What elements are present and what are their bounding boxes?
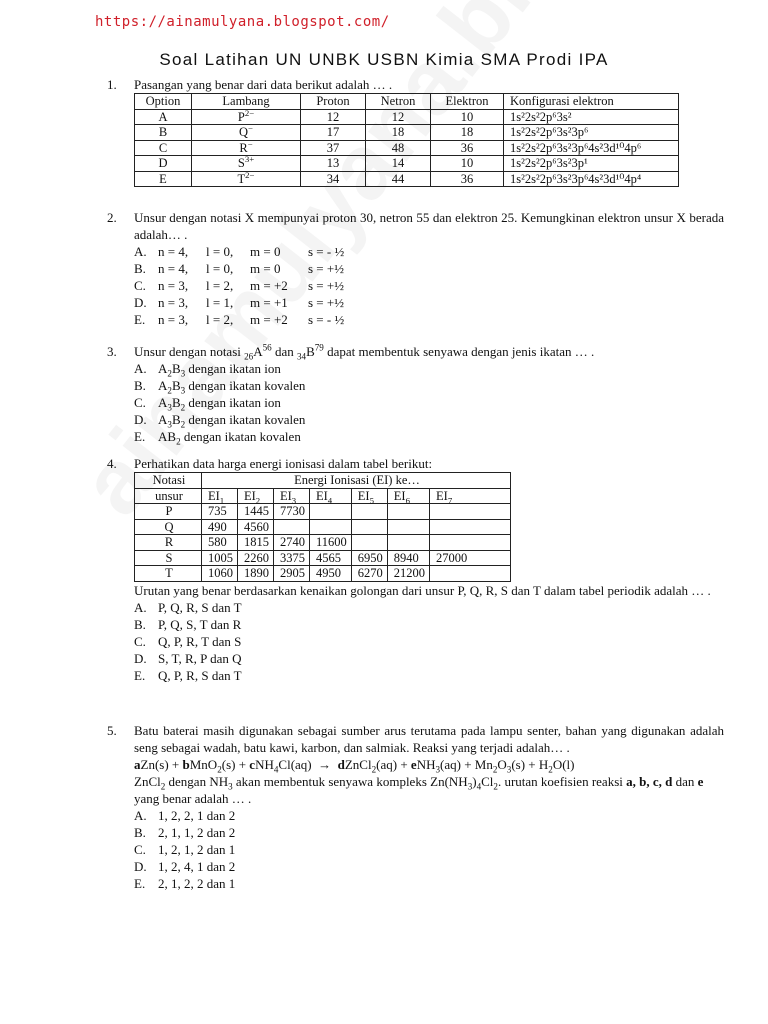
quantum-l: l = 1, (206, 295, 234, 310)
ei-label: EI (393, 488, 406, 503)
formula-subscript: 2 (167, 385, 172, 396)
option-letter: B. (134, 825, 146, 840)
option-text (158, 394, 281, 411)
option-text: S, T, R, P dan Q (158, 650, 242, 666)
formula-element: B (171, 395, 181, 410)
table-cell: 37 (301, 140, 366, 156)
table-cell: 4565 (309, 550, 351, 566)
column-header: Option (135, 94, 192, 110)
question-text: ZnCl$_2$ dengan $NH_3$ akan membentuk senyawa kompleks $Zn(NH_3)_4Cl_2$. urutan koefisien reaksi a, b, c, d dan e yang benar adalah … . (134, 774, 704, 806)
source-url[interactable]: https://ainamulyana.blogspot.com/ (95, 14, 390, 30)
ei-subscript: 4 (327, 495, 333, 505)
option-text (158, 428, 301, 445)
quantum-s: s = - ½ (308, 312, 345, 327)
option-letter: E. (134, 429, 146, 444)
ion-charge: 2− (244, 107, 255, 118)
column-header (273, 488, 309, 504)
table-cell: 1890 (237, 566, 273, 582)
option-item (134, 411, 594, 428)
column-header: unsur (135, 488, 202, 504)
table-cell: 21200 (387, 566, 429, 582)
formula-subscript: 2 (180, 402, 186, 413)
table-cell: 580 (201, 535, 237, 551)
ei-label: EI (279, 488, 292, 503)
question-text-part: yang benar adalah … . (134, 791, 252, 806)
quantum-l: l = 0, (206, 261, 234, 276)
table-cell (387, 519, 429, 535)
table-row (135, 566, 511, 582)
table-cell (430, 519, 511, 535)
column-header (309, 488, 351, 504)
table-cell: 44 (366, 171, 431, 187)
element-symbol: Q (239, 125, 249, 139)
formula-element: B (171, 378, 181, 393)
ion-charge: 2− (245, 169, 255, 180)
quantum-n: n = 4, (158, 244, 189, 259)
formula-element: AB (158, 429, 177, 444)
ei-label: EI (357, 488, 370, 503)
option-text: 1, 2, 1, 2 dan 1 (158, 842, 236, 857)
row-label: Q (135, 519, 202, 535)
ei-subscript: 3 (291, 495, 297, 505)
question-number: 3. (107, 344, 117, 359)
table-cell: 27000 (430, 550, 511, 566)
question-text: Batu baterai masih digunakan sebagai sumber arus terutama pada lampu senter, bahan yang digunakan adalah seng sebagai wadah, batu kawi, karbon, dan salmiak. Reaksi yang terjadi adalah… . (134, 723, 724, 755)
ei-subscript: 2 (255, 495, 261, 505)
option-item (134, 807, 724, 824)
quantum-s: s = +½ (308, 278, 344, 293)
table-row (135, 125, 679, 141)
option-letter: E. (134, 312, 146, 327)
option-rest: dengan ikatan kovalen (183, 429, 301, 444)
table-cell: 1815 (237, 535, 273, 551)
option-letter: A. (134, 599, 147, 615)
quantum-l: l = 2, (206, 312, 234, 327)
table-header-row (135, 473, 511, 489)
option-text (158, 411, 305, 428)
column-header: Notasi (135, 473, 202, 489)
element-symbol: T (237, 171, 246, 186)
column-header: Elektron (431, 94, 504, 110)
column-header: Energi Ionisasi (EI) ke… (201, 473, 510, 489)
option-letter: D. (134, 650, 147, 666)
quantum-n: n = 3, (158, 278, 189, 293)
table-cell: 6270 (351, 566, 387, 582)
option-list (134, 807, 724, 892)
table-cell (309, 504, 351, 520)
formula-element: A (158, 395, 168, 410)
question-3 (107, 343, 594, 445)
table-cell (430, 535, 511, 551)
option-item (134, 633, 724, 650)
formula-subscript: 3 (180, 368, 186, 379)
question-text-part: Unsur dengan notasi (134, 344, 241, 359)
option-text: 2, 1, 1, 2 dan 2 (158, 825, 236, 840)
table-cell: 2740 (273, 535, 309, 551)
table-cell (387, 504, 429, 520)
column-header: Konfigurasi elektron (504, 94, 679, 110)
table-cell: 36 (431, 171, 504, 187)
row-label: T (135, 566, 202, 582)
row-label: R (135, 535, 202, 551)
question-text-part: akan membentuk senyawa kompleks (235, 774, 427, 789)
option-item (134, 616, 724, 633)
option-letter: C. (134, 278, 146, 293)
table-cell: 735 (201, 504, 237, 520)
option-item (134, 824, 724, 841)
table-cell (351, 535, 387, 551)
table-cell: 3375 (273, 550, 309, 566)
page-title: Soal Latihan UN UNBK USBN Kimia SMA Prodi IPA (159, 50, 609, 69)
ei-subscript: 1 (219, 495, 225, 505)
option-text: P, Q, S, T dan R (158, 616, 242, 632)
table-cell: D (135, 156, 192, 172)
quantum-s: s = +½ (308, 261, 344, 276)
table-row (135, 519, 511, 535)
option-item (134, 243, 724, 260)
question-text: Pasangan yang benar dari data berikut adalah … . (134, 77, 393, 92)
question-number: 1. (107, 77, 117, 92)
table-cell (387, 535, 429, 551)
option-letter: A. (134, 808, 147, 823)
ei-label: EI (436, 488, 448, 503)
table-cell (309, 519, 351, 535)
table-cell: 18 (366, 125, 431, 141)
table-cell: 1s²2s²2p⁶3s²3p⁶ (504, 125, 679, 141)
option-item (134, 277, 724, 294)
atomic-number: 26 (244, 351, 254, 362)
option-letter: A. (134, 244, 147, 259)
table-cell: 7730 (273, 504, 309, 520)
column-header (237, 488, 273, 504)
table-subheader-row (135, 488, 511, 504)
table-cell: 490 (201, 519, 237, 535)
table-cell: C (135, 140, 192, 156)
option-item (134, 650, 724, 667)
option-text (158, 377, 305, 394)
table-cell: 13 (301, 156, 366, 172)
quantum-m: m = +1 (250, 295, 288, 310)
option-item (134, 294, 724, 311)
question-number: 2. (107, 210, 117, 225)
table-cell: 10 (431, 109, 504, 125)
formula-element: B (171, 361, 181, 376)
option-letter: C. (134, 395, 146, 410)
option-item (134, 667, 724, 684)
quantum-m: m = +2 (250, 312, 288, 327)
option-letter: E. (134, 876, 146, 891)
table-row (135, 550, 511, 566)
option-item (134, 260, 724, 277)
table-cell: B (135, 125, 192, 141)
element-symbol: R (239, 140, 248, 155)
option-list (134, 360, 594, 445)
question-text-part: dengan NH (168, 774, 229, 789)
formula-element: A (158, 412, 168, 427)
column-header (387, 488, 429, 504)
column-header (430, 488, 511, 504)
option-item (134, 394, 594, 411)
table-cell: 36 (431, 140, 504, 156)
question-text-part: a, b, c, d (626, 774, 673, 789)
table-cell: 11600 (309, 535, 351, 551)
column-header: Lambang (192, 94, 301, 110)
question-text-part: e (697, 774, 704, 789)
table-cell: 4950 (309, 566, 351, 582)
option-text: Q, P, R, T dan S (158, 633, 242, 649)
option-item (134, 841, 724, 858)
table-row (135, 504, 511, 520)
option-text: 2, 1, 2, 2 dan 1 (158, 876, 236, 891)
table-cell: 1060 (201, 566, 237, 582)
option-item (134, 377, 594, 394)
table-header-row (135, 94, 679, 110)
table-cell: 1445 (237, 504, 273, 520)
question-text-part: dapat membentuk senyawa dengan jenis ikatan … . (327, 344, 595, 359)
table-cell (351, 519, 387, 535)
option-text: Q, P, R, S dan T (158, 667, 242, 683)
option-item (134, 858, 724, 875)
table-cell (192, 109, 301, 125)
table-cell: 12 (366, 109, 431, 125)
element-symbol: B (306, 344, 315, 359)
column-header (351, 488, 387, 504)
question-text (134, 343, 594, 360)
table-cell (430, 566, 511, 582)
quantum-m: m = 0 (250, 244, 281, 259)
option-letter: B. (134, 261, 146, 276)
ei-subscript: 5 (369, 495, 374, 505)
question-text: Unsur dengan notasi X mempunyai proton 30, netron 55 dan elektron 25. Kemungkinan elektron unsur X berada adalah… . (134, 210, 724, 242)
table-cell: 1s²2s²2p⁶3s²3p⁶4s²3d¹⁰4p⁶ (504, 140, 679, 156)
question-2 (107, 209, 724, 328)
option-letter: E. (134, 667, 146, 683)
formula-subscript: 3 (167, 402, 172, 413)
quantum-s: s = +½ (308, 295, 344, 310)
option-rest: dengan ikatan kovalen (188, 412, 306, 427)
element-symbol: S (237, 156, 245, 170)
ion-charge: 3+ (244, 153, 255, 164)
table-cell: 17 (301, 125, 366, 141)
ionization-energy-table (134, 472, 511, 582)
option-letter: B. (134, 616, 146, 632)
atomic-number: 34 (296, 351, 307, 362)
formula-subscript: 2 (176, 436, 181, 447)
table-cell: 12 (301, 109, 366, 125)
option-letter: C. (134, 842, 146, 857)
table-cell: 1s²2s²2p⁶3s² (504, 109, 679, 125)
column-header: Netron (366, 94, 431, 110)
ion-charge: − (248, 122, 253, 133)
reaction-equation: aZn(s) + bMnO$_2$(s) + cNH$_4$Cl(aq) → dZnCl$_2$(aq) + $eNH_3(aq) + Mn_2O_3(s) + H_2O(l)$ (134, 757, 575, 775)
table-cell (273, 519, 309, 535)
table-cell: 1005 (201, 550, 237, 566)
option-item (134, 311, 724, 328)
option-letter: C. (134, 633, 146, 649)
quantum-m: m = +2 (250, 278, 288, 293)
option-text: P, Q, R, S dan T (158, 599, 242, 615)
quantum-s: s = - ½ (308, 244, 345, 259)
formula-subscript: 2 (180, 419, 186, 430)
table-cell: 34 (301, 171, 366, 187)
formula-element: B (171, 412, 181, 427)
quantum-n: n = 3, (158, 312, 189, 327)
ei-subscript: 7 (447, 495, 453, 505)
table-row (135, 109, 679, 125)
option-text (158, 360, 281, 377)
question-number: 4. (107, 456, 117, 471)
option-list (134, 243, 724, 328)
table-cell: 2905 (273, 566, 309, 582)
question-4 (107, 455, 724, 684)
question-1 (107, 76, 679, 187)
element-symbol: P (237, 109, 245, 124)
table-cell (430, 504, 511, 520)
option-text: 1, 2, 4, 1 dan 2 (158, 859, 236, 874)
ei-label: EI (243, 488, 256, 503)
ei-label: EI (207, 488, 220, 503)
option-item (134, 875, 724, 892)
table-cell: E (135, 171, 192, 187)
option-letter: D. (134, 859, 147, 874)
row-label: S (135, 550, 202, 566)
option-text: 1, 2, 2, 1 dan 2 (158, 808, 236, 823)
table-cell: 1s²2s²2p⁶3s²3p¹ (504, 156, 679, 172)
ei-subscript: 6 (405, 495, 410, 505)
formula-element: A (158, 378, 168, 393)
option-rest: dengan ikatan kovalen (188, 378, 306, 393)
formula-subscript: 3 (167, 419, 172, 430)
table-row (135, 140, 679, 156)
quantum-l: l = 2, (206, 278, 234, 293)
formula-subscript: 3 (180, 385, 186, 396)
option-letter: B. (134, 378, 146, 393)
table-cell: A (135, 109, 192, 125)
quantum-n: n = 3, (158, 295, 189, 310)
option-item (134, 428, 594, 445)
table-cell (192, 122, 301, 141)
table-cell: 14 (366, 156, 431, 172)
table-cell: 6950 (351, 550, 387, 566)
table-cell (351, 504, 387, 520)
particle-table (134, 93, 679, 187)
quantum-m: m = 0 (250, 261, 281, 276)
column-header (201, 488, 237, 504)
column-header: Proton (301, 94, 366, 110)
mass-number: 56 (262, 342, 272, 353)
option-letter: D. (134, 412, 147, 427)
option-item (134, 360, 594, 377)
question-text: Urutan yang benar berdasarkan kenaikan golongan dari unsur P, Q, R, S dan T dalam tabel periodik adalah … . (134, 582, 711, 598)
question-number: 5. (107, 723, 117, 738)
option-letter: A. (134, 361, 147, 376)
option-rest: dengan ikatan ion (188, 361, 281, 376)
option-item (134, 599, 724, 616)
question-text: Perhatikan data harga energi ionisasi dalam tabel berikut: (134, 456, 433, 471)
table-row (135, 171, 679, 187)
ei-label: EI (315, 488, 328, 503)
table-cell: 48 (366, 140, 431, 156)
table-cell: 8940 (387, 550, 429, 566)
option-list (134, 599, 724, 684)
question-5 (107, 722, 724, 892)
quantum-l: l = 0, (206, 244, 234, 259)
mass-number: 79 (314, 342, 324, 353)
element-symbol: A (253, 344, 263, 359)
option-rest: dengan ikatan ion (188, 395, 281, 410)
question-text-part: . urutan koefisien reaksi (497, 774, 623, 789)
formula-subscript: 2 (167, 368, 172, 379)
table-cell: 4560 (237, 519, 273, 535)
ion-charge: − (247, 138, 253, 149)
question-text-part: dan (274, 344, 294, 359)
table-cell (192, 171, 301, 187)
table-cell: 2260 (237, 550, 273, 566)
row-label: P (135, 504, 202, 520)
table-row (135, 156, 679, 172)
table-cell: 1s²2s²2p⁶3s²3p⁶4s²3d¹⁰4p⁴ (504, 171, 679, 187)
question-text-part: dan (675, 774, 695, 789)
formula-element: A (158, 361, 168, 376)
table-cell: 10 (431, 156, 504, 172)
option-letter: D. (134, 295, 147, 310)
quantum-n: n = 4, (158, 261, 189, 276)
table-row (135, 535, 511, 551)
table-cell: 18 (431, 125, 504, 141)
